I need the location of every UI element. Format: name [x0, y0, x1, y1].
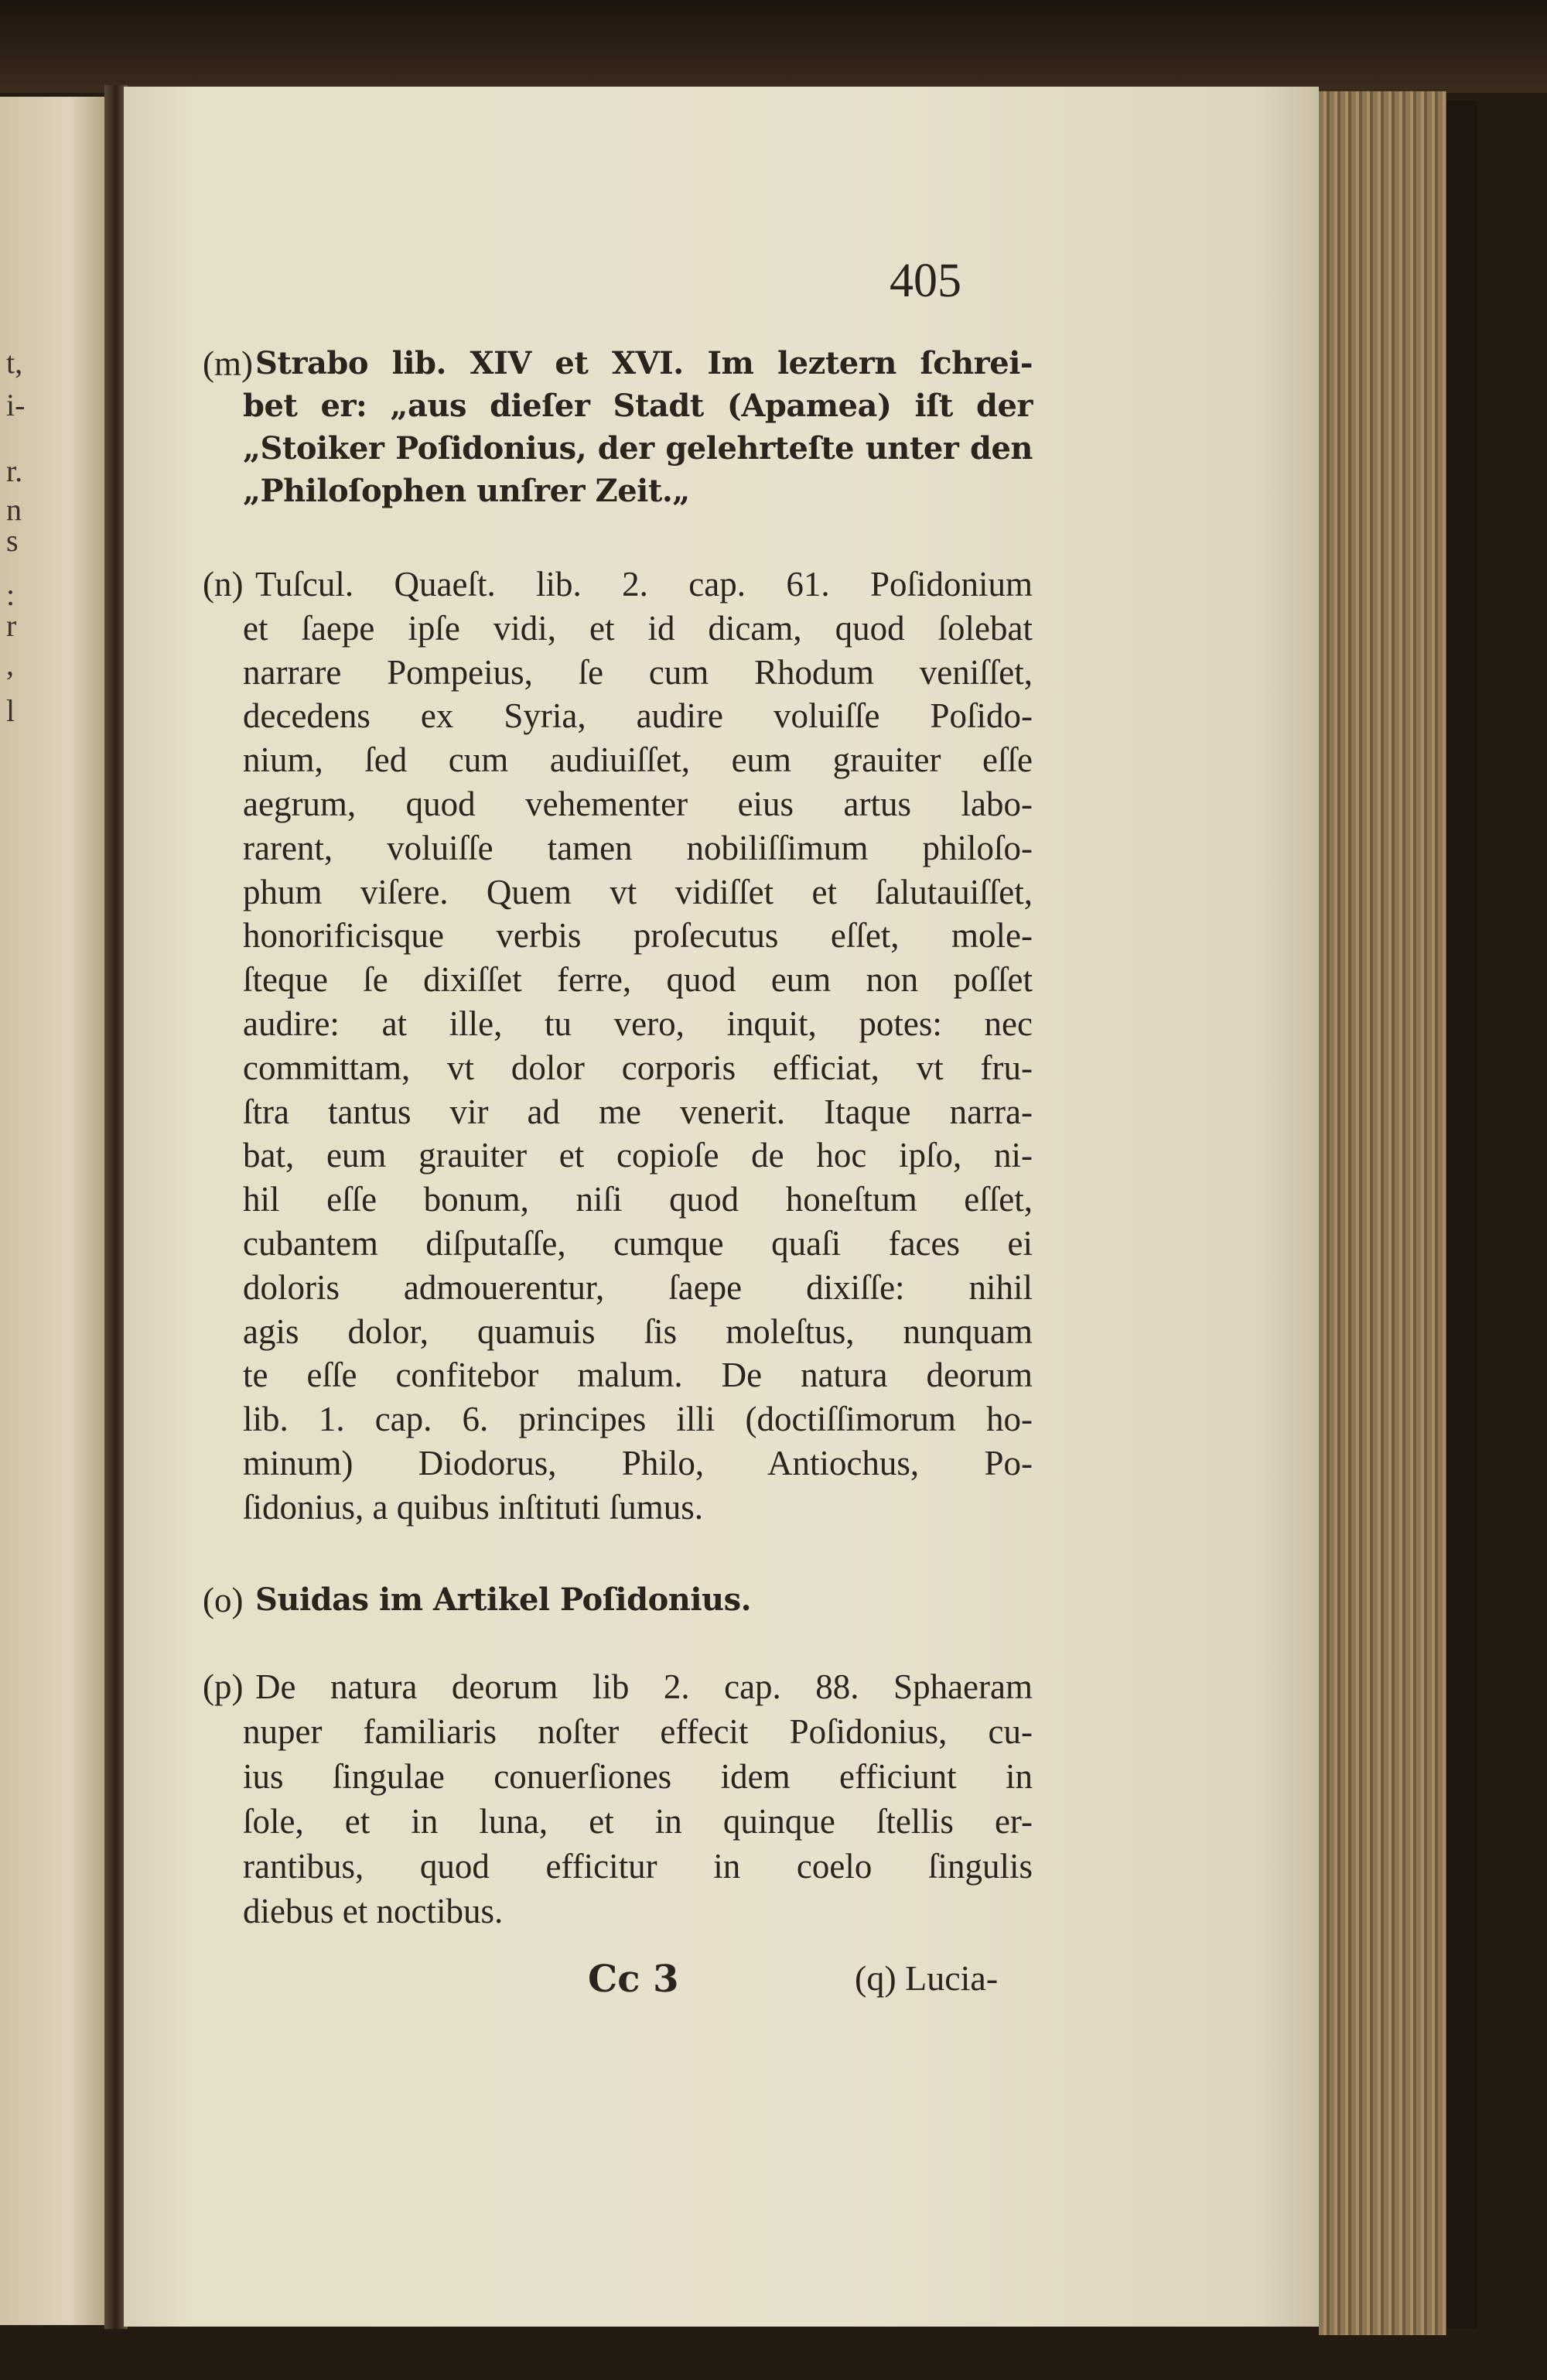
left-page-fragment: : — [6, 577, 15, 612]
footnote-line: phum viſere. Quem vt vidiſſet et ſalutauiſſet, — [243, 872, 1033, 911]
footnote-line: nium, ſed cum audiuiſſet, eum grauiter eſſe — [243, 740, 1033, 780]
footnote-line: hil eſſe bonum, niſi quod honeſtum eſſet, — [243, 1180, 1033, 1219]
footnote-line: te eſſe confitebor malum. De natura deorum — [243, 1356, 1033, 1395]
footnote-line: honorificisque verbis proſecutus eſſet, mole- — [243, 916, 1033, 956]
footnote-line: bet er: „aus dieſer Stadt (Apamea) iſt der — [243, 388, 1033, 424]
footnote-line: ſole, et in luna, et in quinque ſtellis er- — [243, 1802, 1033, 1841]
footnote-line: aegrum, quod vehementer eius artus labo- — [243, 785, 1033, 823]
footnote-label: (p) — [203, 1667, 244, 1706]
signature-mark: Cc 3 — [588, 1958, 679, 2001]
footnote-line: nuper familiaris noſter effecit Poſidonius, cu- — [243, 1712, 1033, 1751]
footnote-line: Suidas im Artikel Poſidonius. — [255, 1582, 752, 1618]
left-page-fragment: , — [6, 647, 14, 682]
footnote-line: De natura deorum lib 2. cap. 88. Sphaeram — [255, 1667, 1033, 1706]
catchword: (q) Lucia- — [855, 1958, 999, 1998]
left-page-fragment: r — [6, 608, 17, 643]
footnote-line: agis dolor, quamuis ſis moleſtus, nunquam — [243, 1311, 1033, 1351]
footnote-line: cubantem diſputaſſe, cumque quaſi faces ei — [243, 1224, 1033, 1263]
left-page-fragment: s — [6, 523, 19, 558]
scan-background-top — [0, 0, 1547, 93]
footnote-line: „Philoſophen unſrer Zeit.„ — [243, 473, 690, 509]
left-page-fragment: i- — [6, 388, 26, 422]
book-cover-edge — [1446, 101, 1477, 2329]
footnote-line: ſidonius, a quibus inſtituti ſumus. — [243, 1487, 704, 1527]
page-number: 405 — [890, 255, 961, 307]
footnote-line: minum) Diodorus, Philo, Antiochus, Po- — [243, 1444, 1033, 1482]
footnote-line: et ſaepe ipſe vidi, et id dicam, quod ſolebat — [243, 608, 1033, 648]
footnote-line: lib. 1. cap. 6. principes illi (doctiſſimorum ho- — [243, 1400, 1033, 1439]
footnote-line: ſteque ſe dixiſſet ferre, quod eum non poſſet — [243, 960, 1033, 1000]
footnote-line: diebus et noctibus. — [243, 1892, 504, 1930]
left-page-edge — [0, 97, 116, 2325]
left-page-fragment: n — [6, 492, 22, 527]
footnote-line: rarent, voluiſſe tamen nobiliſſimum philoſo- — [243, 828, 1033, 867]
footnote-label: (m) — [203, 344, 253, 383]
footnote-line: Strabo lib. XIV et XVI. Im leztern ſchrei- — [255, 345, 1033, 381]
footnote-line: decedens ex Syria, audire voluiſſe Poſido- — [243, 696, 1033, 736]
footnote-line: ſtra tantus vir ad me venerit. Itaque narra- — [243, 1092, 1033, 1131]
footnote-line: „Stoiker Poſidonius, der gelehrteſte unter den — [243, 430, 1033, 467]
footnote-line: Tuſcul. Quaeſt. lib. 2. cap. 61. Poſidonium — [255, 565, 1033, 604]
left-page-fragment: l — [6, 693, 15, 728]
footnote-label: (n) — [203, 565, 244, 604]
footnote-line: narrare Pompeius, ſe cum Rhodum veniſſet, — [243, 652, 1033, 692]
left-page-fragment: r. — [6, 453, 23, 488]
footnote-line: rantibus, quod efficitur in coelo ſingulis — [243, 1847, 1033, 1886]
footnote-line: audire: at ille, tu vero, inquit, potes: nec — [243, 1004, 1033, 1043]
left-page-fragment: t, — [6, 345, 23, 380]
footnote-line: committam, vt dolor corporis efficiat, vt fru- — [243, 1048, 1033, 1087]
footnote-line: ius ſingulae conuerſiones idem efficiunt in — [243, 1757, 1033, 1796]
footnote-line: doloris admouerentur, ſaepe dixiſſe: nihil — [243, 1267, 1033, 1307]
footnote-label: (o) — [203, 1581, 244, 1619]
page-stack-edges — [1319, 91, 1446, 2335]
footnote-line: bat, eum grauiter et copioſe de hoc ipſo, ni- — [243, 1136, 1033, 1175]
